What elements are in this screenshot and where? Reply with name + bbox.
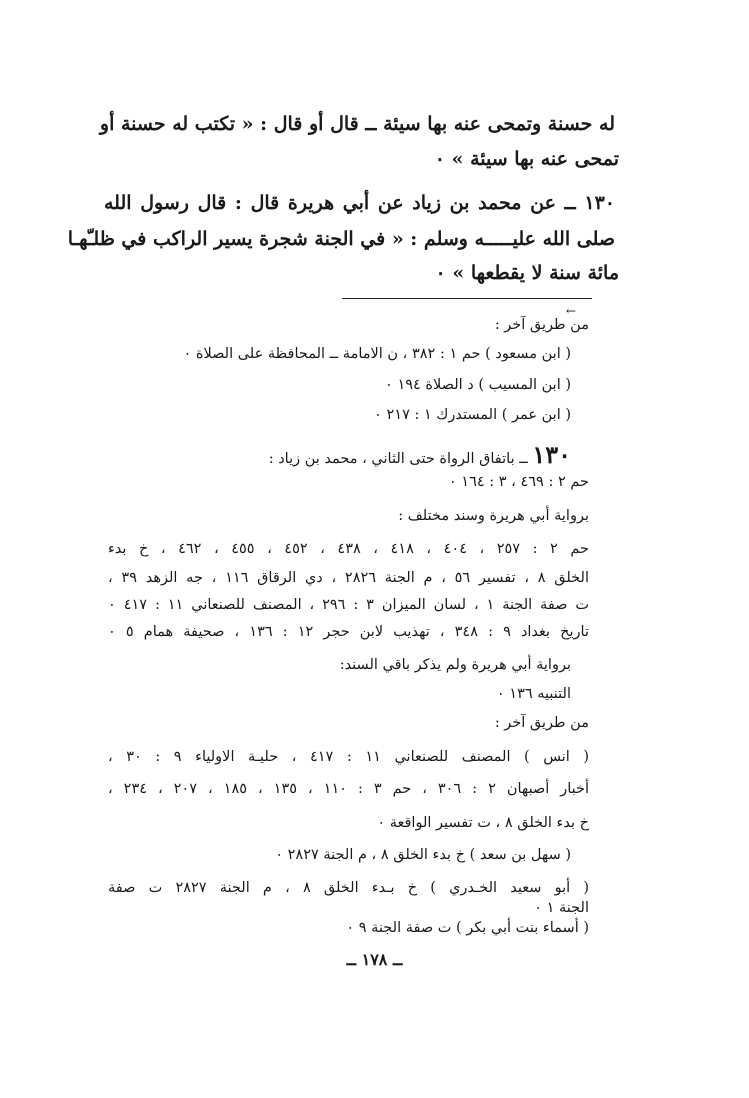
- footnote-line-4: ( ابن عمر ) المستدرك ١ : ٢١٧ ٠: [374, 407, 571, 423]
- footnote-line-11: تاريخ بغداد ٩ : ٣٤٨ ، تهذيب لابن حجر ١٢ : ١٣٦ ، صحيفة همام ٥ ٠: [108, 624, 589, 640]
- main-text-line-4: صلى الله عليـــــه وسلم : « في الجنة شجرة يسير الراكب في ظلـّهـا: [67, 228, 615, 250]
- footnote-line-19: ( أبو سعيد الخـدري ) خ بـدء الخلق ٨ ، م الجنة ٢٨٢٧ ت صفة: [108, 880, 589, 896]
- hadith-number: ١٣٠: [584, 192, 615, 214]
- footnote-line-5-body: ــ باتفاق الرواة حتى الثاني ، محمد بن زياد :: [268, 451, 528, 467]
- footnote-line-18: ( سهل بن سعد ) خ بدء الخلق ٨ ، م الجنة ٢٨٢٧ ٠: [275, 847, 571, 863]
- footnote-line-2: ( ابن مسعود ) حم ١ : ٣٨٢ ، ن الامامة ــ المحافظة على الصلاة ٠: [183, 346, 571, 362]
- footnote-line-13: التنبيه ١٣٦ ٠: [496, 686, 571, 702]
- footnote-line-14: من طريق آخر :: [494, 715, 589, 731]
- footnote-line-10: ت صفة الجنة ١ ، لسان الميزان ٣ : ٢٩٦ ، المصنف للصنعاني ١١ : ٤١٧ ٠: [108, 597, 590, 613]
- footnote-line-21: ( أسماء بنت أبي بكر ) ت صفة الجنة ٩ ٠: [346, 920, 589, 936]
- main-text-line-2: تمحى عنه بها سيئة » ٠: [434, 148, 619, 170]
- main-text-line-1: له حسنة وتمحى عنه بها سيئة ــ قال أو قال : « تكتب له حسنة أو: [99, 113, 615, 135]
- footnote-line-9: الخلق ٨ ، تفسير ٥٦ ، م الجنة ٢٨٢٦ ، دي الرقاق ١١٦ ، جه الزهد ٣٩ ،: [108, 570, 589, 586]
- footnote-line-12: برواية أبي هريرة ولم يذكر باقي السند:: [339, 657, 571, 673]
- footnote-line-3: ( ابن المسيب ) د الصلاة ١٩٤ ٠: [385, 377, 571, 393]
- footnote-line-20: الجنة ١ ٠: [534, 900, 589, 916]
- footnote-separator: [342, 298, 592, 299]
- footnote-line-6: حم ٢ : ٤٦٩ ، ٣ : ١٦٤ ٠: [448, 474, 589, 490]
- footnote-line-8: حم ٢ : ٢٥٧ ، ٤٠٤ ، ٤١٨ ، ٤٣٨ ، ٤٥٢ ، ٤٥٥ ، ٤٦٢ ، خ بدء: [108, 541, 589, 557]
- footnote-line-5: [269, 440, 571, 469]
- footnote-line-1: من طريق آخر :: [494, 317, 589, 333]
- main-text-line-3: [104, 192, 615, 214]
- page-number: ــ ١٧٨ ــ: [346, 950, 403, 969]
- continuation-arrow-icon: ←: [566, 304, 577, 318]
- main-text-line-5: مائة سنة لا يقطعها » ٠: [435, 262, 619, 284]
- footnote-line-15: ( انس ) المصنف للصنعاني ١١ : ٤١٧ ، حليـة الاولياء ٩ : ٣٠ ،: [108, 749, 590, 765]
- footnote-line-17: خ بدء الخلق ٨ ، ت تفسير الواقعة ٠: [377, 815, 589, 831]
- footnote-line-16: أخبار أصبهان ٢ : ٣٠٦ ، حم ٣ : ١١٠ ، ١٣٥ ، ١٨٥ ، ٢٠٧ ، ٢٣٤ ،: [108, 781, 590, 797]
- main-text-line-3-body: ــ عن محمد بن زياد عن أبي هريرة قال : قال رسول الله: [104, 192, 576, 214]
- footnote-hadith-number: ١٣٠: [532, 440, 571, 469]
- footnote-line-7: برواية أبي هريرة وسند مختلف :: [398, 508, 589, 524]
